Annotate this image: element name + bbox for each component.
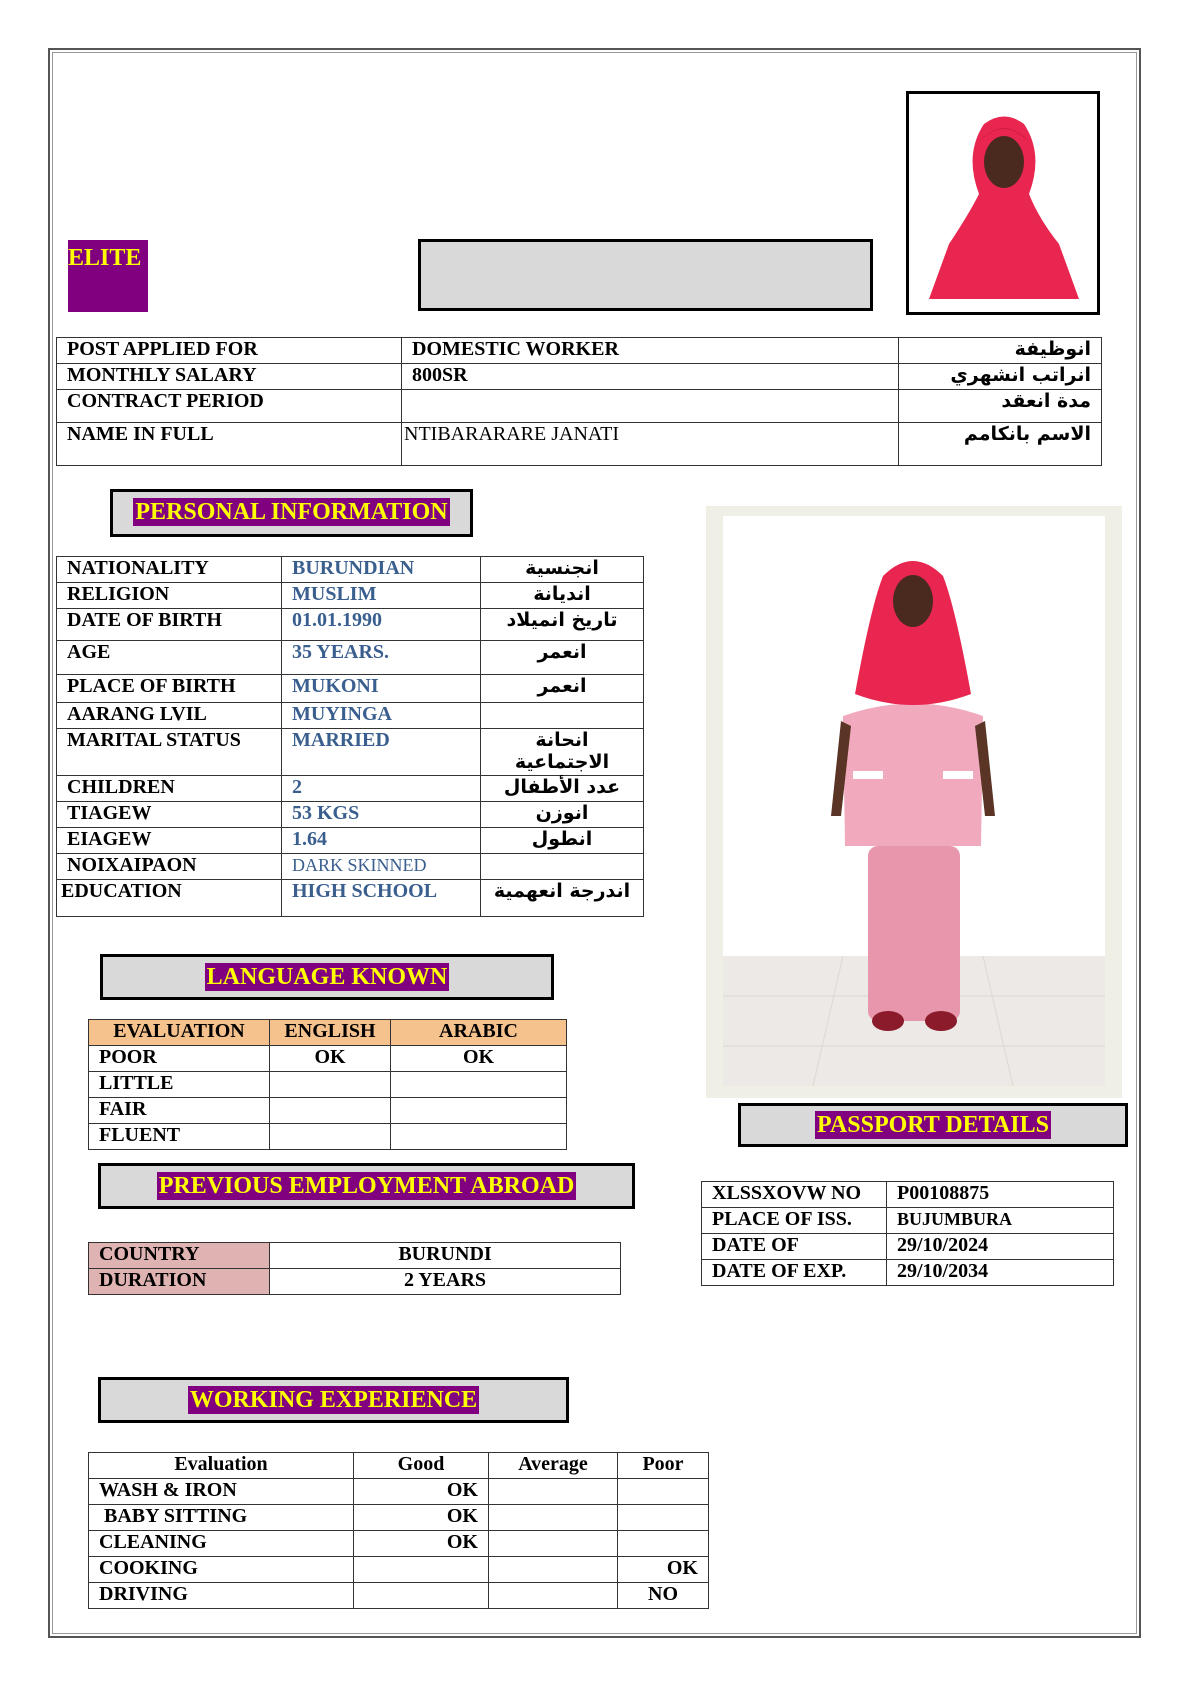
agency-logo bbox=[68, 240, 148, 312]
column-header: Average bbox=[489, 1453, 618, 1479]
personal-value: MARRIED bbox=[282, 729, 481, 776]
table-row bbox=[89, 1557, 709, 1583]
full-length-photo bbox=[723, 516, 1105, 1086]
personal-arabic: عدد الأطفال bbox=[481, 776, 644, 802]
table-row bbox=[57, 854, 644, 880]
personal-arabic: انعمر bbox=[481, 641, 644, 675]
job-label: CONTRACT PERIOD bbox=[57, 390, 402, 423]
table-row bbox=[57, 675, 644, 703]
personal-label: AARANG LVIL bbox=[57, 703, 282, 729]
personal-info-table bbox=[56, 556, 644, 917]
table-row bbox=[57, 880, 644, 917]
job-arabic: مدة انعقد bbox=[899, 390, 1102, 423]
table-row bbox=[57, 703, 644, 729]
employment-header bbox=[98, 1163, 635, 1209]
table-row bbox=[89, 1269, 621, 1295]
table-row bbox=[89, 1479, 709, 1505]
job-label: NAME IN FULL bbox=[57, 423, 402, 466]
table-row bbox=[57, 641, 644, 675]
job-value: DOMESTIC WORKER bbox=[402, 338, 899, 364]
portrait-photo bbox=[906, 91, 1100, 315]
experience-table bbox=[88, 1452, 709, 1609]
job-details-table bbox=[56, 337, 1102, 466]
skill-poor bbox=[618, 1531, 709, 1557]
table-header-row bbox=[89, 1020, 567, 1046]
table-row bbox=[702, 1182, 1114, 1208]
skill-name: DRIVING bbox=[89, 1583, 354, 1609]
skill-good bbox=[354, 1583, 489, 1609]
personal-arabic bbox=[481, 703, 644, 729]
language-title: LANGUAGE KNOWN bbox=[206, 964, 448, 990]
personal-arabic: اندرجة انعهمية bbox=[481, 880, 644, 917]
personal-arabic: انطول bbox=[481, 828, 644, 854]
personal-value: MUSLIM bbox=[282, 583, 481, 609]
personal-arabic: انجنسية bbox=[481, 557, 644, 583]
language-table bbox=[88, 1019, 567, 1150]
personal-label: CHILDREN bbox=[57, 776, 282, 802]
table-row bbox=[702, 1208, 1114, 1234]
column-header: ARABIC bbox=[391, 1020, 567, 1046]
column-header: Good bbox=[354, 1453, 489, 1479]
table-row bbox=[89, 1124, 567, 1150]
full-length-photo-frame bbox=[706, 506, 1122, 1098]
column-header: ENGLISH bbox=[270, 1020, 391, 1046]
skill-average bbox=[489, 1531, 618, 1557]
table-row bbox=[57, 583, 644, 609]
personal-value: DARK SKINNED bbox=[282, 854, 481, 880]
table-row bbox=[89, 1072, 567, 1098]
table-row bbox=[57, 557, 644, 583]
personal-label: TIAGEW bbox=[57, 802, 282, 828]
skill-good: OK bbox=[354, 1479, 489, 1505]
skill-average bbox=[489, 1479, 618, 1505]
personal-arabic: انوزن bbox=[481, 802, 644, 828]
table-row bbox=[89, 1046, 567, 1072]
language-level: FAIR bbox=[89, 1098, 270, 1124]
personal-label: EIAGEW bbox=[57, 828, 282, 854]
language-header bbox=[100, 954, 554, 1000]
column-header: Poor bbox=[618, 1453, 709, 1479]
personal-value: BURUNDIAN bbox=[282, 557, 481, 583]
personal-arabic bbox=[481, 854, 644, 880]
personal-value: HIGH SCHOOL bbox=[282, 880, 481, 917]
table-row bbox=[702, 1234, 1114, 1260]
arabic-value bbox=[391, 1098, 567, 1124]
personal-value: 01.01.1990 bbox=[282, 609, 481, 641]
skill-average bbox=[489, 1583, 618, 1609]
language-level: LITTLE bbox=[89, 1072, 270, 1098]
experience-title: WORKING EXPERIENCE bbox=[189, 1387, 478, 1413]
column-header: Evaluation bbox=[89, 1453, 354, 1479]
arabic-value: OK bbox=[391, 1046, 567, 1072]
passport-header bbox=[738, 1103, 1128, 1147]
skill-name: COOKING bbox=[89, 1557, 354, 1583]
table-header-row bbox=[89, 1453, 709, 1479]
personal-arabic: انحانة الاجتماعية bbox=[481, 729, 644, 776]
job-value bbox=[402, 390, 899, 423]
job-label: MONTHLY SALARY bbox=[57, 364, 402, 390]
table-row bbox=[702, 1260, 1114, 1286]
english-value: OK bbox=[270, 1046, 391, 1072]
job-value: NTIBARARARE JANATI bbox=[402, 423, 899, 466]
agency-logo-text: ELITE bbox=[68, 245, 142, 271]
name-banner bbox=[418, 239, 873, 311]
skill-average bbox=[489, 1505, 618, 1531]
employment-value: BURUNDI bbox=[270, 1243, 621, 1269]
skill-poor bbox=[618, 1505, 709, 1531]
table-row bbox=[57, 802, 644, 828]
table-row bbox=[57, 364, 1102, 390]
personal-value: 35 YEARS. bbox=[282, 641, 481, 675]
skill-name: WASH & IRON bbox=[89, 1479, 354, 1505]
personal-label: NATIONALITY bbox=[57, 557, 282, 583]
skill-average bbox=[489, 1557, 618, 1583]
english-value bbox=[270, 1098, 391, 1124]
passport-value: 29/10/2034 bbox=[887, 1260, 1114, 1286]
table-row bbox=[57, 390, 1102, 423]
passport-label: DATE OF bbox=[702, 1234, 887, 1260]
employment-title: PREVIOUS EMPLOYMENT ABROAD bbox=[158, 1173, 575, 1199]
language-level: FLUENT bbox=[89, 1124, 270, 1150]
passport-label: DATE OF EXP. bbox=[702, 1260, 887, 1286]
skill-good bbox=[354, 1557, 489, 1583]
table-row bbox=[89, 1098, 567, 1124]
passport-title: PASSPORT DETAILS bbox=[817, 1112, 1049, 1138]
employment-label: DURATION bbox=[89, 1269, 270, 1295]
skill-good: OK bbox=[354, 1505, 489, 1531]
personal-value: MUKONI bbox=[282, 675, 481, 703]
arabic-value bbox=[391, 1072, 567, 1098]
job-arabic: انراتب انشهري bbox=[899, 364, 1102, 390]
table-row bbox=[57, 729, 644, 776]
personal-label: PLACE OF BIRTH bbox=[57, 675, 282, 703]
employment-table bbox=[88, 1242, 621, 1295]
personal-arabic: انديانة bbox=[481, 583, 644, 609]
passport-value: BUJUMBURA bbox=[887, 1208, 1114, 1234]
table-row bbox=[89, 1583, 709, 1609]
passport-label: PLACE OF ISS. bbox=[702, 1208, 887, 1234]
table-row bbox=[57, 338, 1102, 364]
skill-poor: NO bbox=[618, 1583, 709, 1609]
personal-value: 1.64 bbox=[282, 828, 481, 854]
job-value: 800SR bbox=[402, 364, 899, 390]
personal-value: 2 bbox=[282, 776, 481, 802]
passport-value: P00108875 bbox=[887, 1182, 1114, 1208]
skill-poor bbox=[618, 1479, 709, 1505]
personal-label: AGE bbox=[57, 641, 282, 675]
english-value bbox=[270, 1124, 391, 1150]
table-row bbox=[89, 1505, 709, 1531]
experience-header bbox=[98, 1377, 569, 1423]
job-arabic: الاسم بانكامم bbox=[899, 423, 1102, 466]
personal-label: RELIGION bbox=[57, 583, 282, 609]
personal-value: MUYINGA bbox=[282, 703, 481, 729]
language-level: POOR bbox=[89, 1046, 270, 1072]
table-row bbox=[89, 1531, 709, 1557]
skill-name: BABY SITTING bbox=[89, 1505, 354, 1531]
table-row bbox=[57, 776, 644, 802]
skill-name: CLEANING bbox=[89, 1531, 354, 1557]
personal-info-title: PERSONAL INFORMATION bbox=[135, 499, 448, 525]
employment-value: 2 YEARS bbox=[270, 1269, 621, 1295]
arabic-value bbox=[391, 1124, 567, 1150]
skill-poor: OK bbox=[618, 1557, 709, 1583]
personal-info-header bbox=[110, 489, 473, 537]
job-label: POST APPLIED FOR bbox=[57, 338, 402, 364]
personal-arabic: انعمر bbox=[481, 675, 644, 703]
table-row bbox=[57, 609, 644, 641]
table-row bbox=[57, 423, 1102, 466]
passport-table bbox=[701, 1181, 1114, 1286]
personal-arabic: تاريخ انميلاد bbox=[481, 609, 644, 641]
skill-good: OK bbox=[354, 1531, 489, 1557]
personal-label: DATE OF BIRTH bbox=[57, 609, 282, 641]
english-value bbox=[270, 1072, 391, 1098]
table-row bbox=[89, 1243, 621, 1269]
column-header: EVALUATION bbox=[89, 1020, 270, 1046]
personal-label: NOIXAIPAON bbox=[57, 854, 282, 880]
employment-label: COUNTRY bbox=[89, 1243, 270, 1269]
personal-label: MARITAL STATUS bbox=[57, 729, 282, 776]
passport-value: 29/10/2024 bbox=[887, 1234, 1114, 1260]
job-arabic: انوظيفة bbox=[899, 338, 1102, 364]
personal-label: EDUCATION bbox=[57, 880, 282, 917]
table-row bbox=[57, 828, 644, 854]
full-length-illustration bbox=[723, 516, 1105, 1086]
passport-label: XLSSXOVW NO bbox=[702, 1182, 887, 1208]
personal-value: 53 KGS bbox=[282, 802, 481, 828]
portrait-illustration bbox=[909, 94, 1097, 312]
